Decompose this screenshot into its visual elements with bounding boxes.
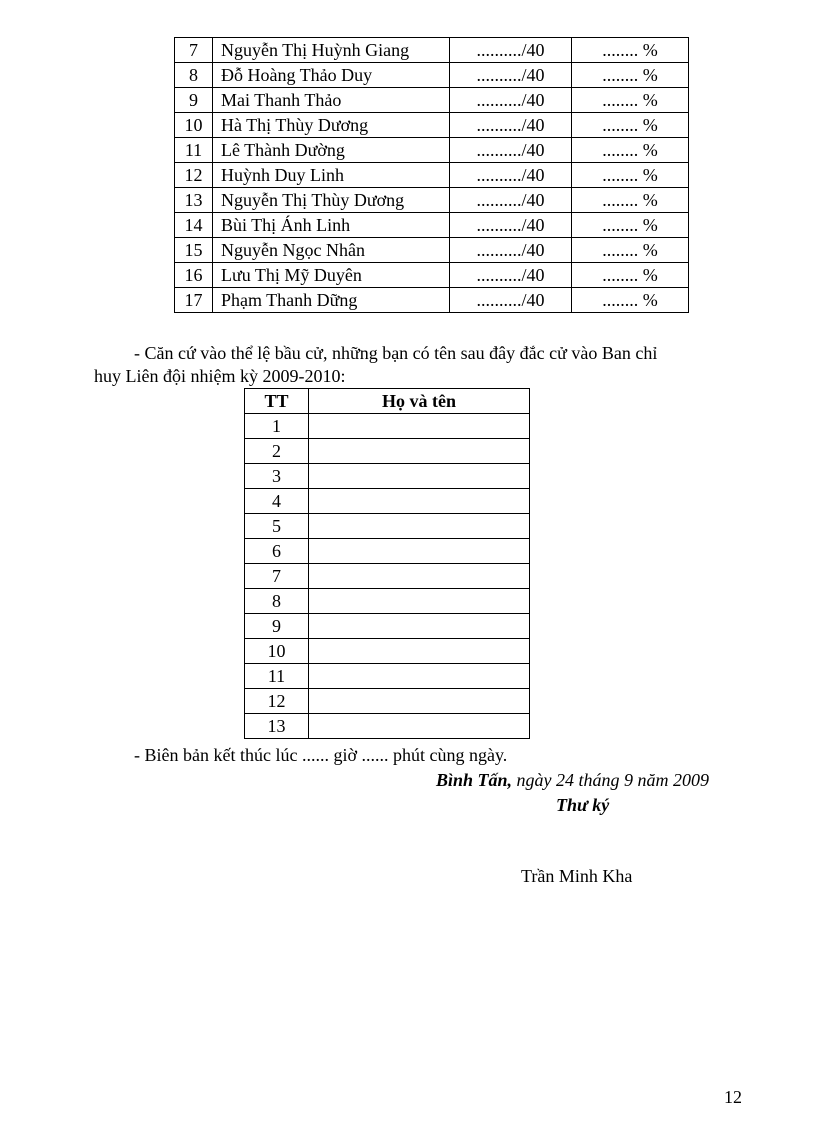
table-row (245, 639, 530, 664)
row-percent: ........ % (572, 163, 689, 188)
table-row (175, 188, 689, 213)
signature-name: Trần Minh Kha (521, 866, 633, 886)
table-row (245, 564, 530, 589)
row-votes: ........../40 (450, 138, 572, 163)
row-votes: ........../40 (450, 188, 572, 213)
table-row (245, 589, 530, 614)
row-name: Nguyễn Thị Huỳnh Giang (213, 38, 450, 63)
elected-table-body (245, 414, 530, 739)
signature-place: Bình Tấn, (436, 770, 513, 790)
table-row (245, 714, 530, 739)
row-number: 8 (245, 589, 309, 614)
row-name-blank (309, 589, 530, 614)
row-number: 1 (245, 414, 309, 439)
row-votes: ........../40 (450, 263, 572, 288)
row-votes: ........../40 (450, 213, 572, 238)
row-number: 7 (245, 564, 309, 589)
row-number: 14 (175, 213, 213, 238)
table-row (175, 213, 689, 238)
row-name: Bùi Thị Ánh Linh (213, 213, 450, 238)
vote-results-body (175, 38, 689, 313)
signature-role: Thư ký (556, 795, 610, 815)
row-percent: ........ % (572, 238, 689, 263)
row-votes: ........../40 (450, 113, 572, 138)
row-number: 6 (245, 539, 309, 564)
row-number: 2 (245, 439, 309, 464)
row-name-blank (309, 689, 530, 714)
row-name: Nguyễn Thị Thùy Dương (213, 188, 450, 213)
row-number: 3 (245, 464, 309, 489)
closing-line: - Biên bản kết thúc lúc ...... giờ ...... phút cùng ngày. (134, 745, 508, 765)
row-name: Lê Thành Dường (213, 138, 450, 163)
row-number: 17 (175, 288, 213, 313)
header-tt: TT (245, 389, 309, 414)
table-row (175, 113, 689, 138)
row-votes: ........../40 (450, 163, 572, 188)
row-percent: ........ % (572, 188, 689, 213)
row-name: Đỗ Hoàng Thảo Duy (213, 63, 450, 88)
row-name: Lưu Thị Mỹ Duyên (213, 263, 450, 288)
row-number: 12 (245, 689, 309, 714)
row-number: 13 (245, 714, 309, 739)
row-number: 9 (245, 614, 309, 639)
row-number: 11 (245, 664, 309, 689)
row-name-blank (309, 664, 530, 689)
row-number: 4 (245, 489, 309, 514)
row-number: 10 (245, 639, 309, 664)
row-percent: ........ % (572, 38, 689, 63)
table-row (245, 664, 530, 689)
row-number: 8 (175, 63, 213, 88)
table-row (175, 288, 689, 313)
row-name: Nguyễn Ngọc Nhân (213, 238, 450, 263)
row-name-blank (309, 514, 530, 539)
row-percent: ........ % (572, 263, 689, 288)
row-name: Huỳnh Duy Linh (213, 163, 450, 188)
paragraph-line-1: - Căn cứ vào thể lệ bầu cử, những bạn có tên sau đây đắc cử vào Ban chỉ (134, 343, 658, 363)
row-number: 9 (175, 88, 213, 113)
row-name-blank (309, 464, 530, 489)
row-name: Phạm Thanh Dững (213, 288, 450, 313)
table-row (245, 614, 530, 639)
row-percent: ........ % (572, 88, 689, 113)
row-number: 13 (175, 188, 213, 213)
row-votes: ........../40 (450, 88, 572, 113)
row-number: 5 (245, 514, 309, 539)
row-number: 10 (175, 113, 213, 138)
row-number: 16 (175, 263, 213, 288)
elected-table-header (245, 389, 530, 414)
page-number: 12 (724, 1087, 742, 1107)
row-name-blank (309, 439, 530, 464)
table-row (245, 514, 530, 539)
row-percent: ........ % (572, 213, 689, 238)
signature-place-date (436, 768, 709, 793)
row-name-blank (309, 639, 530, 664)
row-votes: ........../40 (450, 238, 572, 263)
row-name-blank (309, 489, 530, 514)
signature-date: ngày 24 tháng 9 năm 2009 (512, 770, 710, 790)
row-percent: ........ % (572, 288, 689, 313)
table-row (245, 414, 530, 439)
table-row (175, 163, 689, 188)
row-votes: ........../40 (450, 63, 572, 88)
table-row (175, 263, 689, 288)
row-name-blank (309, 539, 530, 564)
row-number: 7 (175, 38, 213, 63)
paragraph-line-2: huy Liên đội nhiệm kỳ 2009-2010: (94, 366, 346, 386)
row-name: Hà Thị Thùy Dương (213, 113, 450, 138)
row-percent: ........ % (572, 138, 689, 163)
row-votes: ........../40 (450, 288, 572, 313)
row-name: Mai Thanh Thảo (213, 88, 450, 113)
table-row (245, 689, 530, 714)
row-percent: ........ % (572, 63, 689, 88)
row-number: 11 (175, 138, 213, 163)
table-row (175, 238, 689, 263)
row-name-blank (309, 564, 530, 589)
row-number: 12 (175, 163, 213, 188)
row-name-blank (309, 614, 530, 639)
header-name: Họ và tên (309, 389, 530, 414)
row-name-blank (309, 414, 530, 439)
row-number: 15 (175, 238, 213, 263)
table-row (175, 88, 689, 113)
table-row (245, 464, 530, 489)
table-row (245, 439, 530, 464)
row-votes: ........../40 (450, 38, 572, 63)
vote-results-table (174, 37, 689, 313)
row-percent: ........ % (572, 113, 689, 138)
row-name-blank (309, 714, 530, 739)
table-row (175, 63, 689, 88)
elected-table (244, 388, 530, 739)
table-row (175, 38, 689, 63)
table-row (245, 489, 530, 514)
table-row (175, 138, 689, 163)
table-row (245, 539, 530, 564)
